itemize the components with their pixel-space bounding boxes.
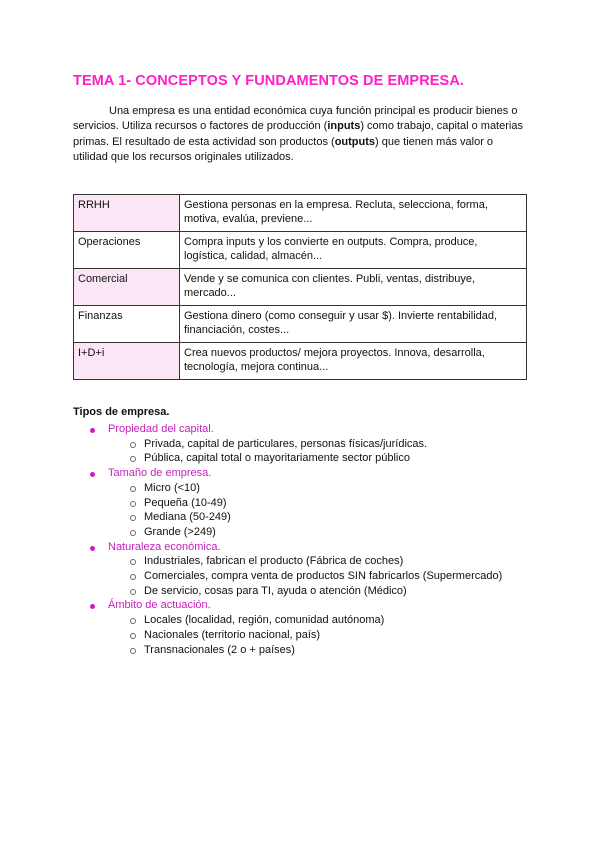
table-row — [74, 306, 527, 343]
sublist — [108, 437, 502, 466]
item-text: Industriales, fabrican el producto (Fábrica de coches) — [144, 555, 404, 568]
circle-bullet-icon — [130, 589, 136, 595]
circle-bullet-icon — [130, 633, 136, 639]
area-cell: RRHH — [74, 195, 180, 232]
list-item — [108, 584, 502, 599]
item-text: Nacionales (territorio nacional, país) — [144, 628, 321, 641]
item-text: De servicio, cosas para TI, ayuda o atención (Médico) — [144, 584, 407, 597]
category-label: Naturaleza económica. — [108, 540, 221, 553]
list-item — [108, 481, 502, 496]
item-text: Transnacionales (2 o + países) — [144, 643, 295, 656]
sublist — [108, 481, 502, 540]
bullet-icon — [90, 472, 95, 477]
item-text: Privada, capital de particulares, personas físicas/jurídicas. — [144, 437, 428, 450]
bullet-icon — [90, 428, 95, 433]
sublist — [108, 554, 502, 598]
circle-bullet-icon — [130, 442, 136, 448]
table-row — [74, 232, 527, 269]
circle-bullet-icon — [130, 559, 136, 565]
sublist — [108, 613, 502, 657]
category-label: Tamaño de empresa. — [108, 467, 212, 480]
list-item — [108, 510, 502, 525]
area-cell: Comercial — [74, 269, 180, 306]
list-item — [108, 613, 502, 628]
area-cell: Finanzas — [74, 306, 180, 343]
circle-bullet-icon — [130, 618, 136, 624]
outputs-term: outputs — [334, 135, 376, 148]
bullet-icon — [90, 604, 95, 609]
table-row — [74, 195, 527, 232]
circle-bullet-icon — [130, 515, 136, 521]
area-cell: Operaciones — [74, 232, 180, 269]
table-row — [74, 343, 527, 380]
list-item — [73, 466, 502, 540]
description-cell: Crea nuevos productos/ mejora proyectos. Innova, desarrolla, tecnología, mejora continua... — [180, 343, 527, 380]
category-label: Ámbito de actuación. — [108, 599, 211, 612]
item-text: Mediana (50-249) — [144, 511, 231, 524]
inputs-term: inputs — [327, 120, 361, 133]
list-item — [108, 569, 502, 584]
intro-text: ) que tienen más valor o utilidad que los recursos originales utilizados. — [73, 135, 494, 163]
bullet-icon — [90, 546, 95, 551]
circle-bullet-icon — [130, 530, 136, 536]
circle-bullet-icon — [130, 486, 136, 492]
circle-bullet-icon — [130, 456, 136, 462]
types-list — [73, 422, 502, 657]
list-item — [108, 554, 502, 569]
item-text: Micro (<10) — [144, 481, 200, 494]
item-text: Pequeña (10-49) — [144, 496, 227, 509]
page-title: TEMA 1- CONCEPTOS Y FUNDAMENTOS DE EMPRESA. — [73, 73, 465, 89]
table-row — [74, 269, 527, 306]
item-text: Comerciales, compra venta de productos SIN fabricarlos (Supermercado) — [144, 570, 503, 583]
item-text: Pública, capital total o mayoritariamente sector público — [144, 452, 410, 465]
list-item — [108, 451, 502, 466]
circle-bullet-icon — [130, 574, 136, 580]
departments-table — [73, 194, 527, 380]
item-text: Grande (>249) — [144, 525, 216, 538]
list-item — [108, 643, 502, 658]
intro-text: ) como trabajo, capital o materias primas. El resultado de esta actividad son productos ( — [73, 120, 523, 148]
description-cell: Compra inputs y los convierte en outputs. Compra, produce, logística, calidad, almacén... — [180, 232, 527, 269]
list-item — [108, 628, 502, 643]
intro-paragraph — [73, 104, 528, 165]
list-item — [73, 598, 502, 657]
list-item — [108, 437, 502, 452]
circle-bullet-icon — [130, 501, 136, 507]
list-item — [73, 422, 502, 466]
list-item — [108, 496, 502, 511]
circle-bullet-icon — [130, 648, 136, 654]
intro-text: Una empresa es una entidad económica cuya función principal es producir bienes o servicios. Utiliza recursos o factores de producción ( — [73, 105, 518, 133]
company-types-section — [73, 405, 502, 657]
category-label: Propiedad del capital. — [108, 423, 214, 435]
item-text: Locales (localidad, región, comunidad autónoma) — [144, 614, 385, 627]
list-item — [108, 525, 502, 540]
list-item — [73, 540, 502, 599]
description-cell: Vende y se comunica con clientes. Publi, ventas, distribuye, mercado... — [180, 269, 527, 306]
area-cell: I+D+i — [74, 343, 180, 380]
section-heading: Tipos de empresa. — [73, 406, 170, 418]
description-cell: Gestiona personas en la empresa. Recluta, selecciona, forma, motiva, evalúa, previene... — [180, 195, 527, 232]
description-cell: Gestiona dinero (como conseguir y usar $). Invierte rentabilidad, financiación, costes... — [180, 306, 527, 343]
